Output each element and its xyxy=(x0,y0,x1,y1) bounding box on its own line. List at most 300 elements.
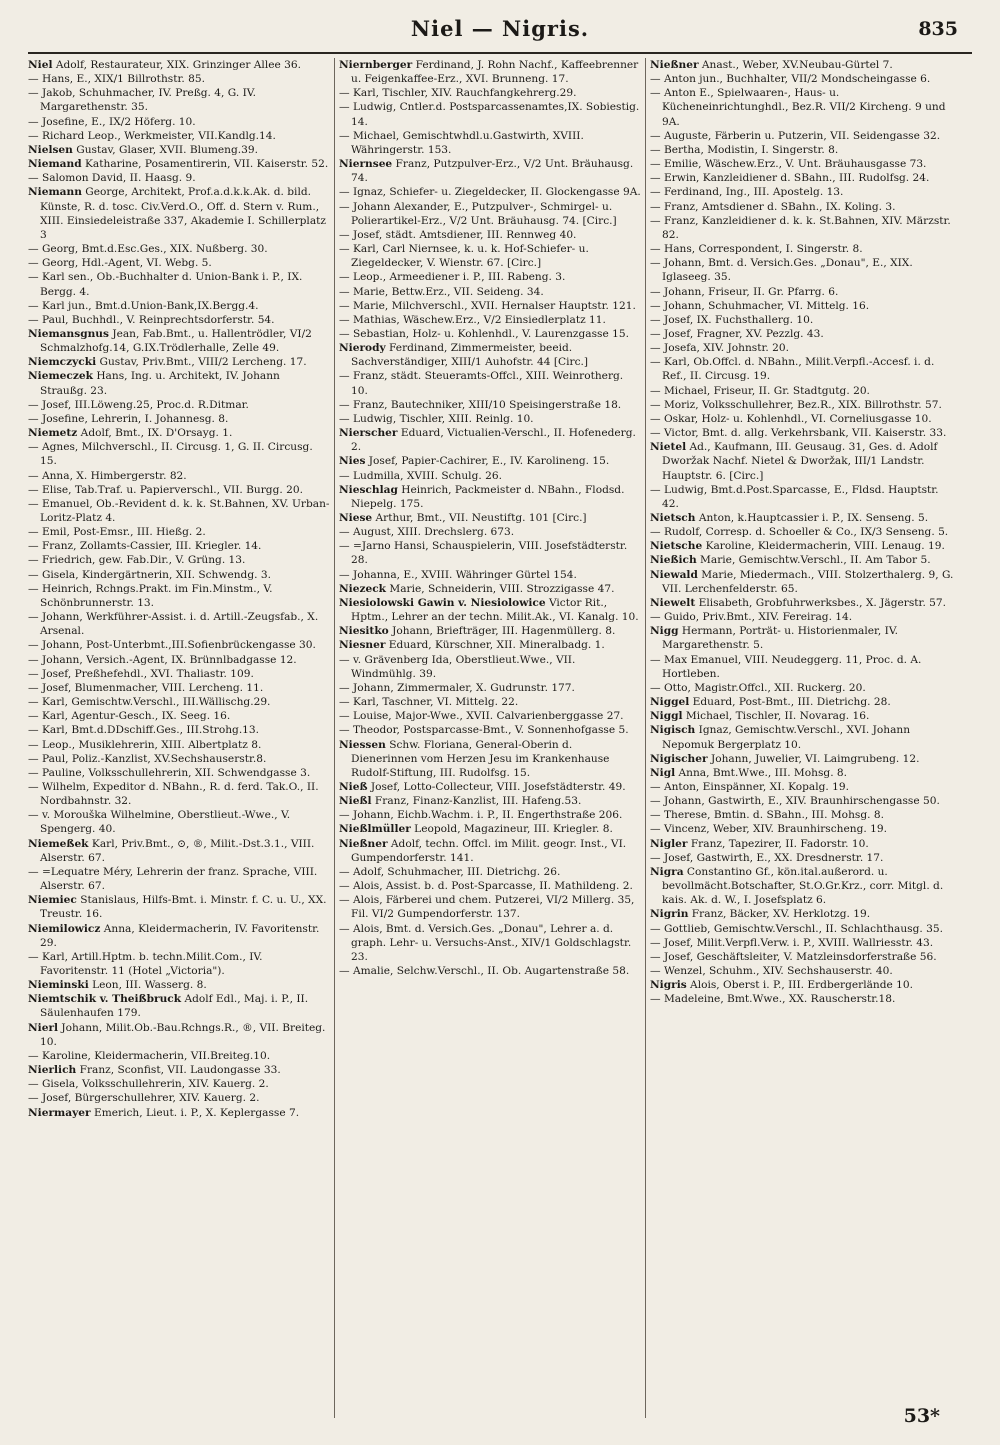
entry-text: Franz, Finanz-Kanzlist, III. Hafeng.53. xyxy=(371,795,582,808)
directory-entry xyxy=(339,327,641,341)
directory-entry xyxy=(339,157,641,185)
entry-text: — Gottlieb, Gemischtw.Verschl., II. Schlachthausg. 35. xyxy=(650,922,943,935)
entry-surname: Niemansgnus xyxy=(28,327,109,340)
directory-entry xyxy=(339,483,641,511)
directory-entry xyxy=(650,978,956,992)
entry-text: — Josef, Bürgerschullehrer, XIV. Kauerg. 2. xyxy=(28,1092,260,1105)
entry-text: — Karl sen., Ob.-Buchhalter d. Union-Bank i. P., IX. Bergg. 4. xyxy=(28,271,303,298)
entry-text: — Josefine, Lehrerin, I. Johannesg. 8. xyxy=(28,412,229,425)
entry-text: — Ferdinand, Ing., III. Apostelg. 13. xyxy=(650,186,844,199)
entry-text: — Heinrich, Rchngs.Prakt. im Fin.Minstm., V. Schönbrunnerstr. 13. xyxy=(28,582,273,609)
directory-entry xyxy=(339,129,641,157)
entry-text: — Leop., Musiklehrerin, XIII. Albertplatz 8. xyxy=(28,738,262,751)
directory-entry xyxy=(650,695,956,709)
entry-text: — Karl, Ob.Offcl. d. NBahn., Milit.Verpfl.-Accesf. i. d. Ref., II. Circusg. 19. xyxy=(650,356,935,383)
entry-text: — Guido, Priv.Bmt., XIV. Fereirag. 14. xyxy=(650,611,853,624)
directory-entry xyxy=(28,497,330,525)
entry-text: Anna, Bmt.Wwe., III. Mohsg. 8. xyxy=(675,766,848,779)
directory-entry xyxy=(650,86,956,128)
entry-text: Johann, Juwelier, VI. Laimgrubeng. 12. xyxy=(707,752,920,765)
entry-surname: Nigler xyxy=(650,837,688,850)
directory-entry xyxy=(28,610,330,638)
entry-text: Marie, Schneiderin, VIII. Strozzigasse 47. xyxy=(386,582,615,595)
entry-surname: Niemetz xyxy=(28,427,78,440)
entry-text: Adolf, Restaurateur, XIX. Grinzinger Allee 36. xyxy=(52,59,301,71)
directory-entry xyxy=(339,299,641,313)
entry-text: — Alois, Assist. b. d. Post-Sparcasse, II. Mathildeng. 2. xyxy=(339,880,633,893)
entry-text: Johann, Milit.Ob.-Bau.Rchngs.R., ®, VII. Breiteg. 10. xyxy=(40,1021,326,1048)
directory-entry xyxy=(28,780,330,808)
entry-text: — Josefine, E., IX/2 Höferg. 10. xyxy=(28,115,196,128)
entry-text: — =Lequatre Méry, Lehrerin der franz. Sprache, VIII. Alserstr. 67. xyxy=(28,865,318,893)
directory-entry xyxy=(650,568,956,596)
directory-entry xyxy=(339,511,641,525)
directory-entry xyxy=(650,539,956,553)
directory-entry xyxy=(650,412,956,426)
entry-text: — Marie, Bettw.Erz., VII. Seideng. 34. xyxy=(339,285,544,298)
entry-text: Leon, III. Wasserg. 8. xyxy=(88,979,207,992)
entry-text: — Johann, Gastwirth, E., XIV. Braunhirschengasse 50. xyxy=(650,795,940,808)
directory-entry xyxy=(339,242,641,270)
entry-text: — Rudolf, Corresp. d. Schoeller & Co., IX/3 Senseng. 5. xyxy=(650,526,949,539)
directory-entry xyxy=(28,539,330,553)
entry-text: Josef, Papier-Cachirer, E., IV. Karolineng. 15. xyxy=(365,455,610,468)
entry-text: — Madeleine, Bmt.Wwe., XX. Rauscherstr.18. xyxy=(650,993,896,1006)
entry-text: — Johann, Eichb.Wachm. i. P., II. Engerthstraße 206. xyxy=(339,809,623,822)
entry-text: Emerich, Lieut. i. P., X. Keplergasse 7. xyxy=(90,1106,300,1119)
page-title: Niel — Nigris. xyxy=(410,16,590,41)
directory-entry xyxy=(650,992,956,1006)
entry-surname: Niesitko xyxy=(339,625,389,638)
entry-text: Josef, Lotto-Collecteur, VIII. Josefstädterstr. 49. xyxy=(367,780,626,793)
column-2 xyxy=(339,58,641,1418)
entry-text: Eduard, Victualien-Verschl., II. Hofenederg. 2. xyxy=(351,427,636,454)
directory-entry xyxy=(339,369,641,397)
entry-text: Anna, Kleidermacherin, IV. Favoritenstr. 29. xyxy=(40,922,320,949)
entry-surname: Nieminski xyxy=(28,979,89,992)
entry-surname: Niernberger xyxy=(339,59,413,71)
directory-entry xyxy=(339,964,641,978)
directory-entry xyxy=(339,794,641,808)
entry-text: Marie, Gemischtw.Verschl., II. Am Tabor 5. xyxy=(696,554,931,567)
directory-entry xyxy=(28,313,330,327)
entry-text: — Ludwig, Tischler, XIII. Reinlg. 10. xyxy=(339,412,534,425)
entry-text: — Karoline, Kleidermacherin, VII.Breiteg.10. xyxy=(28,1049,271,1062)
entry-text: — Elise, Tab.Traf. u. Papierverschl., VII. Burgg. 20. xyxy=(28,483,303,496)
directory-entry xyxy=(339,723,641,737)
entry-text: Gustav, Priv.Bmt., VIII/2 Lercheng. 17. xyxy=(96,356,307,369)
directory-entry xyxy=(28,270,330,298)
directory-entry xyxy=(339,398,641,412)
entry-text: Ferdinand, J. Rohn Nachf., Kaffeebrenner u. Feigenkaffee-Erz., XVI. Brunneng. 17. xyxy=(351,59,639,86)
directory-entry xyxy=(339,313,641,327)
directory-entry xyxy=(28,978,330,992)
directory-entry xyxy=(28,752,330,766)
entry-text: — Paul, Poliz.-Kanzlist, XV.Sechshauserstr.8. xyxy=(28,752,267,765)
directory-entry xyxy=(339,582,641,596)
directory-entry xyxy=(650,907,956,921)
directory-entry xyxy=(339,808,641,822)
directory-entry xyxy=(650,653,956,681)
entry-surname: Nieß xyxy=(339,780,368,793)
directory-entry xyxy=(650,72,956,86)
entry-text: — Franz, Amtsdiener d. SBahn., IX. Koling. 3. xyxy=(650,200,896,213)
directory-entry xyxy=(339,681,641,695)
directory-entry xyxy=(28,327,330,355)
directory-entry xyxy=(28,638,330,652)
entry-text: — Johann Alexander, E., Putzpulver-, Schmirgel- u. Polierartikel-Erz., V/2 Unt. Bräuhausg. 74. [Circ.] xyxy=(339,200,617,227)
entry-text: — Josef, Geschäftsleiter, V. Matzleinsdorferstraße 56. xyxy=(650,950,937,963)
entry-surname: Nigisch xyxy=(650,724,696,737)
entry-text: — Josef, Fragner, XV. Pezzlg. 43. xyxy=(650,327,824,340)
directory-entry xyxy=(28,129,330,143)
entry-surname: Nietsch xyxy=(650,512,696,524)
entry-text: Franz, Putzpulver-Erz., V/2 Unt. Bräuhausg. 74. xyxy=(351,158,634,185)
entry-text: Constantino Gf., kön.ital.außerord. u. bevollmächt.Botschafter, St.O.Gr.Krz., corr. Mitgl. d. kais. Ak. d. W., I. Josefsplatz 6. xyxy=(662,865,944,907)
directory-entry xyxy=(28,256,330,270)
entry-text: — Ludwig, Cntler.d. Postsparcassenamtes,IX. Sobiestig. 14. xyxy=(339,101,640,128)
entry-text: Eduard, Kürschner, XII. Mineralbadg. 1. xyxy=(385,639,605,652)
entry-text: — Georg, Bmt.d.Esc.Ges., XIX. Nußberg. 30. xyxy=(28,243,268,256)
directory-entry xyxy=(339,865,641,879)
directory-entry xyxy=(28,992,330,1020)
entry-text: — Amalie, Selchw.Verschl., II. Ob. Augartenstraße 58. xyxy=(339,965,630,977)
directory-entry xyxy=(650,610,956,624)
entry-surname: Niemtschik v. Theißbruck xyxy=(28,993,182,1006)
directory-entry xyxy=(650,950,956,964)
entry-text: — Gisela, Kindergärtnerin, XII. Schwendg. 3. xyxy=(28,568,271,581)
directory-entry xyxy=(650,766,956,780)
entry-text: — Ignaz, Schiefer- u. Ziegeldecker, II. Glockengasse 9A. xyxy=(339,186,641,199)
entry-text: — Franz, städt. Steueramts-Offcl., XIII. Weinrotherg. 10. xyxy=(339,370,624,397)
entry-text: — Johann, Friseur, II. Gr. Pfarrg. 6. xyxy=(650,285,839,298)
entry-text: — Emilie, Wäschew.Erz., V. Unt. Bräuhausgasse 73. xyxy=(650,158,927,171)
entry-text: — Jakob, Schuhmacher, IV. Preßg. 4, G. IV. Margarethenstr. 35. xyxy=(28,87,256,114)
directory-entry xyxy=(339,426,641,454)
directory-entry xyxy=(339,454,641,468)
directory-entry xyxy=(339,539,641,567)
entry-text: — Josef, III.Löweng.25, Proc.d. R.Ditmar. xyxy=(28,398,249,411)
entry-text: — Marie, Milchverschl., XVII. Hernalser Hauptstr. 121. xyxy=(339,299,636,312)
directory-entry xyxy=(650,483,956,511)
column-divider xyxy=(645,58,646,1418)
directory-entry xyxy=(650,256,956,284)
directory-entry xyxy=(339,780,641,794)
directory-entry xyxy=(339,469,641,483)
entry-text: — August, XIII. Drechslerg. 673. xyxy=(339,526,515,539)
entry-text: — Vincenz, Weber, XIV. Braunhirscheng. 19. xyxy=(650,823,887,836)
directory-entry xyxy=(650,525,956,539)
entry-text: — =Jarno Hansi, Schauspielerin, VIII. Josefstädterstr. 28. xyxy=(339,540,628,567)
entry-text: — Therese, Bmtin. d. SBahn., III. Mohsg. 8. xyxy=(650,809,884,822)
directory-entry xyxy=(650,822,956,836)
directory-entry xyxy=(339,100,641,128)
entry-text: Karl, Priv.Bmt., ⊙, ®, Milit.-Dst.3.1., VIII. Alserstr. 67. xyxy=(40,837,315,864)
directory-entry xyxy=(28,369,330,397)
directory-entry xyxy=(650,58,956,72)
directory-entry xyxy=(650,242,956,256)
directory-entry xyxy=(339,624,641,638)
entry-text: — Oskar, Holz- u. Kohlenhdl., VI. Corneliusgasse 10. xyxy=(650,412,932,425)
entry-surname: Niggel xyxy=(650,696,690,709)
entry-text: Leopold, Magazineur, III. Kriegler. 8. xyxy=(410,823,613,836)
entry-text: — Wilhelm, Expeditor d. NBahn., R. d. ferd. Tak.O., II. Nordbahnstr. 32. xyxy=(28,780,319,808)
entry-text: — Georg, Hdl.-Agent, VI. Webg. 5. xyxy=(28,257,212,270)
entry-text: — Alois, Färberei und chem. Putzerei, VI/2 Millerg. 35, Fil. VI/2 Gumpendorferstr. 137. xyxy=(339,894,635,921)
directory-entry xyxy=(650,752,956,766)
directory-entry xyxy=(650,171,956,185)
entry-text: — Karl, Artill.Hptm. b. techn.Milit.Com., IV. Favoritenstr. 11 (Hotel „Victoria"). xyxy=(28,950,263,977)
entry-surname: Nielsen xyxy=(28,143,73,156)
directory-entry xyxy=(28,1021,330,1049)
directory-entry xyxy=(650,624,956,652)
directory-entry xyxy=(339,709,641,723)
entry-text: Adolf, Bmt., IX. D'Orsayg. 1. xyxy=(77,427,233,440)
entry-surname: Nietel xyxy=(650,441,687,454)
entry-text: — Johann, Zimmermaler, X. Gudrunstr. 177. xyxy=(339,681,575,694)
directory-entry xyxy=(28,157,330,171)
entry-text: — Michael, Friseur, II. Gr. Stadtgutg. 20. xyxy=(650,384,870,397)
directory-entry xyxy=(28,922,330,950)
directory-entry xyxy=(28,355,330,369)
entry-text: — Johann, Werkführer-Assist. i. d. Artill.-Zeugsfab., X. Arsenal. xyxy=(28,611,319,638)
entry-text: — Adolf, Schuhmacher, III. Dietrichg. 26. xyxy=(339,865,561,878)
entry-text: — Karl, Tischler, XIV. Rauchfangkehrerg.29. xyxy=(339,87,577,100)
entry-text: — Anton jun., Buchhalter, VII/2 Mondscheingasse 6. xyxy=(650,73,931,86)
directory-entry xyxy=(28,766,330,780)
directory-entry xyxy=(650,200,956,214)
directory-entry xyxy=(28,667,330,681)
entry-text: — Salomon David, II. Haasg. 9. xyxy=(28,172,196,185)
entry-text: Jean, Fab.Bmt., u. Hallentrödler, VI/2 Schmalzhofg.14, G.IX.Trödlerhalle, Zelle 49. xyxy=(40,327,312,355)
entry-text: — Karl jun., Bmt.d.Union-Bank,IX.Bergg.4. xyxy=(28,299,259,312)
directory-entry xyxy=(650,780,956,794)
directory-entry xyxy=(28,582,330,610)
directory-entry xyxy=(339,228,641,242)
entry-text: — Leop., Armeediener i. P., III. Rabeng. 3. xyxy=(339,271,566,284)
directory-entry xyxy=(339,695,641,709)
entry-text: Ignaz, Gemischtw.Verschl., XVI. Johann Nepomuk Bergerplatz 10. xyxy=(662,724,911,751)
directory-entry xyxy=(28,695,330,709)
directory-entry xyxy=(28,653,330,667)
entry-text: Hans, Ing. u. Architekt, IV. Johann Straußg. 23. xyxy=(40,370,280,397)
directory-entry xyxy=(650,384,956,398)
directory-entry xyxy=(28,426,330,440)
entry-text: — Anton E., Spielwaaren-, Haus- u. Kücheneinrichtunghdl., Bez.R. VII/2 Kircheng. 9 und 9A. xyxy=(650,87,946,128)
entry-text: — Johann, Post-Unterbmt.,III.Sofienbrückengasse 30. xyxy=(28,639,316,652)
directory-entry xyxy=(28,469,330,483)
entry-text: — Josef, städt. Amtsdiener, III. Rennweg 40. xyxy=(339,228,577,241)
entry-text: — Karl, Taschner, VI. Mittelg. 22. xyxy=(339,696,519,709)
entry-surname: Niesner xyxy=(339,639,386,652)
entry-surname: Niewald xyxy=(650,568,698,581)
entry-text: Eduard, Post-Bmt., III. Dietrichg. 28. xyxy=(689,696,891,709)
directory-entry xyxy=(28,950,330,978)
entry-text: Anast., Weber, XV.Neubau-Gürtel 7. xyxy=(698,59,893,71)
header-rule xyxy=(28,52,972,54)
directory-entry xyxy=(28,72,330,86)
directory-entry xyxy=(28,1049,330,1063)
entry-text: — Alois, Bmt. d. Versich.Ges. „Donau", Lehrer a. d. graph. Lehr- u. Versuchs-Anst., XIV/1 Goldschlagstr. 23. xyxy=(339,922,632,963)
entry-text: — Victor, Bmt. d. allg. Verkehrsbank, VII. Kaiserstr. 33. xyxy=(650,427,947,440)
entry-surname: Nieschlag xyxy=(339,483,398,496)
entry-text: Adolf, techn. Offcl. im Milit. geogr. Inst., VI. Gumpendorferstr. 141. xyxy=(351,837,627,864)
entry-text: — v. Grävenberg Ida, Oberstlieut.Wwe., VII. Windmühlg. 39. xyxy=(339,653,576,680)
entry-surname: Nigischer xyxy=(650,752,708,765)
entry-text: Elisabeth, Grobfuhrwerksbes., X. Jägerstr. 57. xyxy=(695,596,947,609)
entry-text: Michael, Tischler, II. Novarag. 16. xyxy=(682,710,870,723)
entry-text: — Louise, Major-Wwe., XVII. Calvarienberggasse 27. xyxy=(339,710,624,723)
directory-entry xyxy=(28,58,330,72)
directory-entry xyxy=(650,285,956,299)
entry-surname: Niemeßek xyxy=(28,837,89,850)
entry-surname: Niewelt xyxy=(650,596,696,609)
directory-entry xyxy=(339,596,641,624)
entry-text: — Karl, Agentur-Gesch., IX. Seeg. 16. xyxy=(28,710,231,723)
directory-entry xyxy=(28,553,330,567)
entry-surname: Niesiolowski Gawin v. Niesiolowice xyxy=(339,596,546,609)
entry-text: — Michael, Gemischtwhdl.u.Gastwirth, XVIII. Währingerstr. 153. xyxy=(339,129,584,156)
entry-text: Franz, Tapezirer, II. Fadorstr. 10. xyxy=(687,837,869,850)
entry-text: — Hans, E., XIX/1 Billrothstr. 85. xyxy=(28,73,205,86)
entry-text: — Bertha, Modistin, I. Singerstr. 8. xyxy=(650,143,839,156)
entry-text: — Johann, Schuhmacher, VI. Mittelg. 16. xyxy=(650,299,870,312)
directory-entry xyxy=(339,412,641,426)
directory-entry xyxy=(28,440,330,468)
directory-entry xyxy=(28,893,330,921)
entry-text: Katharine, Posamentirerin, VII. Kaiserstr. 52. xyxy=(81,158,329,171)
entry-text: — Franz, Kanzleidiener d. k. k. St.Bahnen, XIV. Märzstr. 82. xyxy=(650,214,951,241)
directory-entry xyxy=(28,525,330,539)
entry-text: — Emil, Post-Emsr., III. Hießg. 2. xyxy=(28,526,206,539)
directory-entry xyxy=(650,143,956,157)
directory-entry xyxy=(28,837,330,865)
entry-surname: Nießich xyxy=(650,554,697,567)
directory-entry xyxy=(650,157,956,171)
entry-text: — Ludmilla, XVIII. Schulg. 26. xyxy=(339,469,502,482)
directory-entry xyxy=(650,327,956,341)
column-3 xyxy=(650,58,956,1418)
directory-entry xyxy=(650,596,956,610)
entry-text: — Josef, IX. Fuchsthallerg. 10. xyxy=(650,313,814,326)
directory-entry xyxy=(339,638,641,652)
directory-entry xyxy=(28,86,330,114)
entry-surname: Nierody xyxy=(339,342,386,355)
directory-entry xyxy=(339,341,641,369)
directory-entry xyxy=(650,837,956,851)
entry-text: — Josef, Blumenmacher, VIII. Lercheng. 11. xyxy=(28,681,264,694)
entry-text: — v. Morouška Wilhelmine, Oberstlieut.-Wwe., V. Spengerg. 40. xyxy=(28,809,291,836)
directory-entry xyxy=(650,129,956,143)
entry-text: Karoline, Kleidermacherin, VIII. Lenaug. 19. xyxy=(702,540,945,553)
directory-entry xyxy=(650,185,956,199)
directory-entry xyxy=(339,568,641,582)
column-divider xyxy=(334,58,335,1418)
entry-text: — Emanuel, Ob.-Revident d. k. k. St.Bahnen, XV. Urban-Loritz-Platz 4. xyxy=(28,497,330,524)
entry-surname: Niggl xyxy=(650,710,683,723)
entry-text: — Karl, Gemischtw.Verschl., III.Wällischg.29. xyxy=(28,696,271,709)
entry-text: Hermann, Porträt- u. Historienmaler, IV. Margarethenstr. 5. xyxy=(662,625,898,652)
directory-entry xyxy=(28,1063,330,1077)
entry-surname: Niemann xyxy=(28,186,82,199)
entry-text: — Franz, Zollamts-Cassier, III. Kriegler. 14. xyxy=(28,540,262,553)
entry-text: — Pauline, Volksschullehrerin, XII. Schwendgasse 3. xyxy=(28,766,311,779)
directory-entry xyxy=(650,681,956,695)
entry-text: — Franz, Bautechniker, XIII/10 Speisingerstraße 18. xyxy=(339,398,622,411)
entry-surname: Niessen xyxy=(339,738,386,751)
entry-text: — Gisela, Volksschullehrerin, XIV. Kauerg. 2. xyxy=(28,1078,269,1091)
directory-entry xyxy=(28,1106,330,1120)
directory-entry xyxy=(650,723,956,751)
entry-text: — Richard Leop., Werkmeister, VII.Kandlg.14. xyxy=(28,129,276,142)
entry-surname: Nies xyxy=(339,455,366,468)
directory-entry xyxy=(28,568,330,582)
directory-entry xyxy=(650,851,956,865)
entry-text: — Anna, X. Himbergerstr. 82. xyxy=(28,469,187,482)
entry-text: — Anton, Einspänner, XI. Kopalg. 19. xyxy=(650,780,849,793)
directory-entry xyxy=(28,143,330,157)
directory-entry xyxy=(28,865,330,893)
directory-entry xyxy=(339,200,641,228)
entry-surname: Nigl xyxy=(650,766,676,779)
entry-surname: Niemczycki xyxy=(28,356,97,369)
entry-surname: Niemeczek xyxy=(28,370,93,383)
entry-text: — Karl, Bmt.d.DDschiff.Ges., III.Strohg.13. xyxy=(28,724,260,737)
directory-entry xyxy=(28,299,330,313)
signature-mark: 53* xyxy=(903,1405,940,1427)
entry-surname: Nießner xyxy=(650,59,699,71)
entry-text: — Ludwig, Bmt.d.Post.Sparcasse, E., Fldsd. Hauptstr. 42. xyxy=(650,483,939,510)
entry-text: — Theodor, Postsparcasse-Bmt., V. Sonnenhofgasse 5. xyxy=(339,724,629,737)
entry-text: Stanislaus, Hilfs-Bmt. i. Minstr. f. C. u. U., XX. Treustr. 16. xyxy=(40,894,327,921)
entry-surname: Nietsche xyxy=(650,540,703,553)
directory-entry xyxy=(650,808,956,822)
entry-text: Victor Rit., Hptm., Lehrer an der techn. Milit.Ak., VI. Kanalg. 10. xyxy=(351,596,639,624)
entry-text: — Johann, Bmt. d. Versich.Ges. „Donau", E., XIX. Iglaseeg. 35. xyxy=(650,257,913,284)
entry-text: — Otto, Magistr.Offcl., XII. Ruckerg. 20. xyxy=(650,681,866,694)
directory-entry xyxy=(650,936,956,950)
entry-text: Ad., Kaufmann, III. Geusaug. 31, Ges. d. Adolf Dworžak Nachf. Nietel & Dworžak, III/1 Landstr. Hauptstr. 6. [Circ.] xyxy=(662,441,938,482)
directory-entry xyxy=(650,426,956,440)
directory-entry xyxy=(28,738,330,752)
directory-entry xyxy=(650,313,956,327)
column-1 xyxy=(28,58,330,1418)
entry-text: — Mathias, Wäschew.Erz., V/2 Einsiedlerplatz 11. xyxy=(339,313,606,326)
entry-surname: Niemilowicz xyxy=(28,922,101,935)
directory-entry xyxy=(650,964,956,978)
entry-text: — Friedrich, gew. Fab.Dir., V. Grüng. 13. xyxy=(28,554,246,567)
entry-surname: Niezeck xyxy=(339,582,386,595)
entry-text: Schw. Floriana, General-Oberin d. Dienerinnen vom Herzen Jesu im Krankenhause Rudolf-Stiftung, III. Rudolfsg. 15. xyxy=(351,738,610,779)
entry-surname: Niermayer xyxy=(28,1106,91,1119)
entry-surname: Nießlmüller xyxy=(339,823,411,836)
directory-entry xyxy=(339,922,641,964)
entry-text: Ferdinand, Zimmermeister, beeid. Sachverständiger, XIII/1 Auhofstr. 44 [Circ.] xyxy=(351,342,589,369)
entry-surname: Niese xyxy=(339,512,373,524)
directory-entry xyxy=(650,511,956,525)
entry-text: — Josef, Preßhefehdl., XVI. Thaliastr. 109. xyxy=(28,667,254,680)
entry-text: — Johanna, E., XVIII. Währinger Gürtel 154. xyxy=(339,568,577,581)
directory-entry xyxy=(339,653,641,681)
directory-entry xyxy=(650,299,956,313)
directory-entry xyxy=(339,270,641,284)
entry-text: — Josef, Gastwirth, E., XX. Dresdnerstr. 17. xyxy=(650,851,884,864)
entry-surname: Nigra xyxy=(650,865,684,878)
entry-surname: Niernsee xyxy=(339,158,393,171)
entry-text: — Josefa, XIV. Johnstr. 20. xyxy=(650,342,789,355)
directory-entry xyxy=(650,922,956,936)
directory-entry xyxy=(28,1077,330,1091)
